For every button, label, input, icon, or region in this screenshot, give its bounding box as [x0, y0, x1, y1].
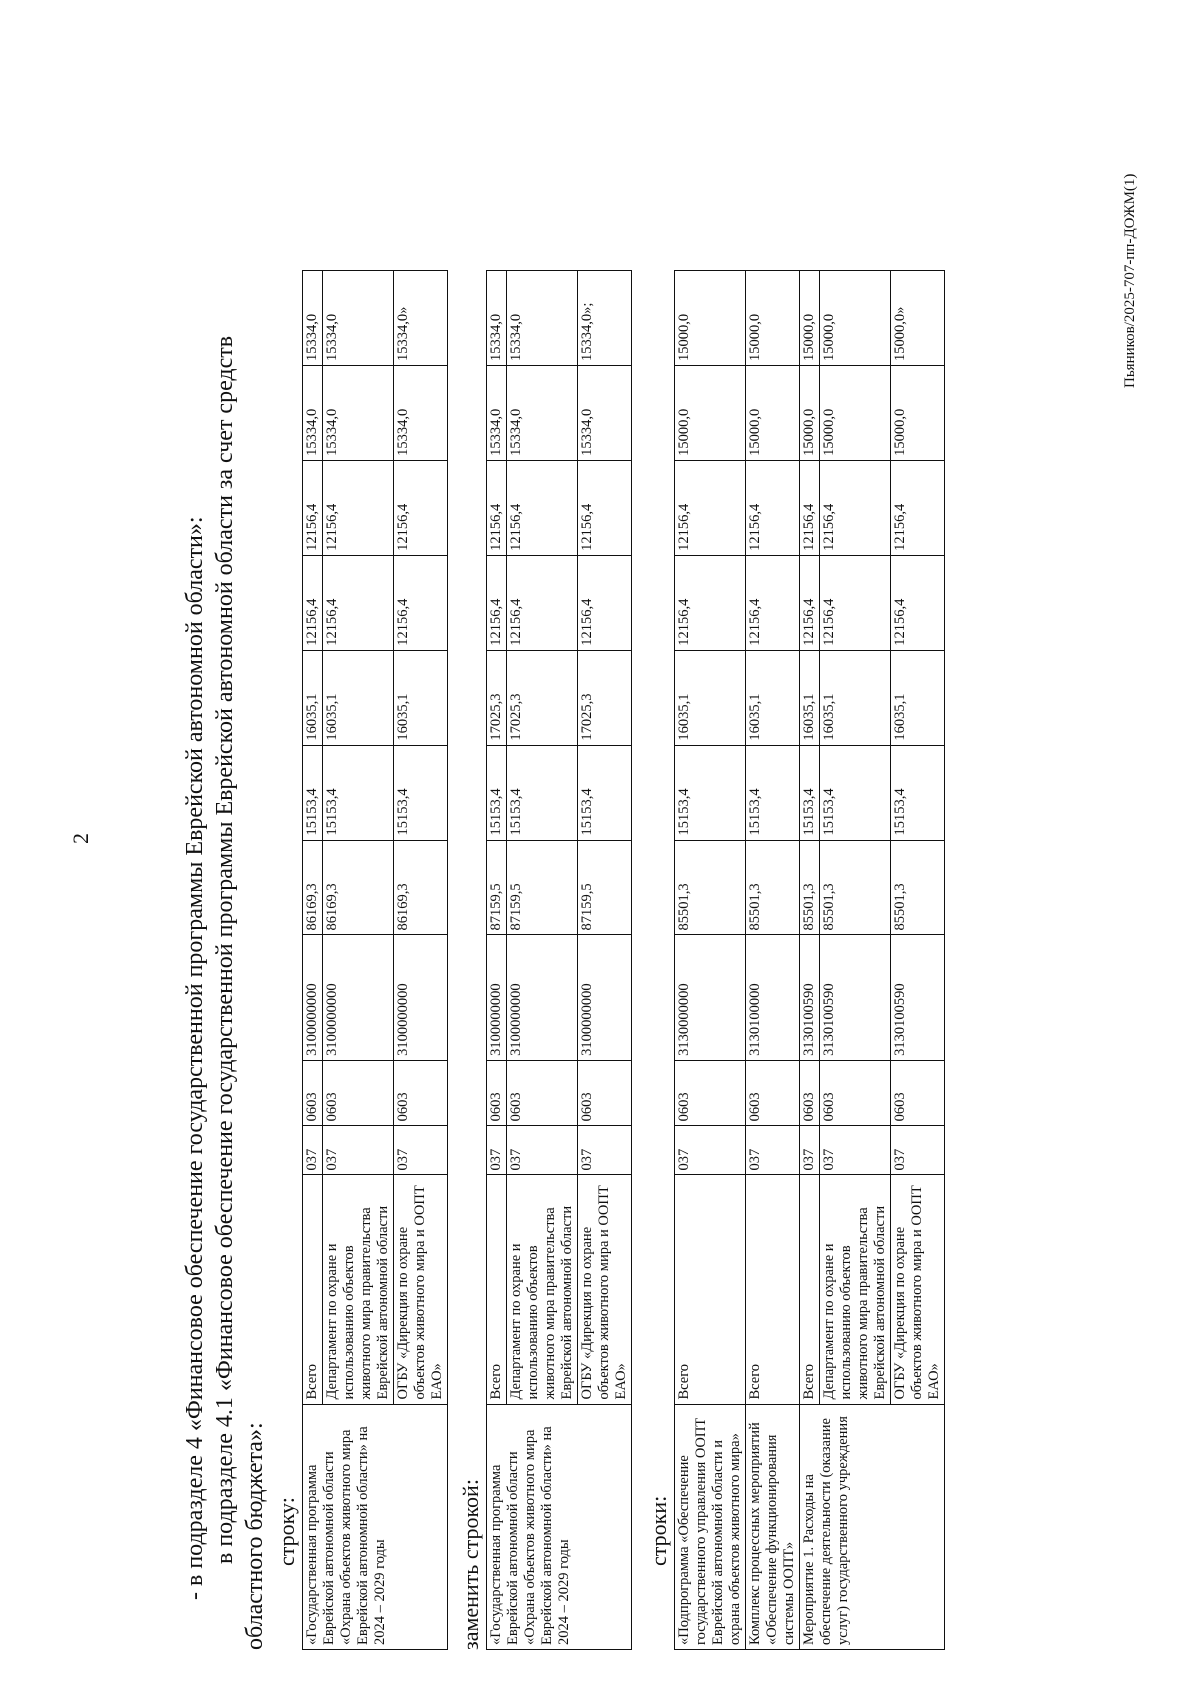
- table-cell: 15153,4: [303, 745, 323, 840]
- table-cell: 15000,0: [800, 366, 820, 461]
- table-cell: 15153,4: [507, 745, 578, 840]
- table-cell: 16035,1: [820, 650, 891, 745]
- table-cell: 037: [394, 1126, 448, 1175]
- table-cell: 15153,4: [820, 745, 891, 840]
- table-cell: 17025,3: [507, 650, 578, 745]
- table-cell: 15334,0: [394, 366, 448, 461]
- table-cell: 0603: [820, 1060, 891, 1125]
- table-cell: 15153,4: [487, 745, 507, 840]
- table-cell: 3130100000: [746, 935, 800, 1060]
- table-cell: 037: [323, 1126, 394, 1175]
- table-cell: 12156,4: [303, 555, 323, 650]
- table-cell: 037: [487, 1126, 507, 1175]
- rotated-page-content: [180, 100, 1100, 1650]
- table-cell: 037: [578, 1126, 632, 1175]
- page-number: 2: [68, 833, 93, 844]
- table-cell: 3100000000: [303, 935, 323, 1060]
- table-cell: 12156,4: [800, 460, 820, 555]
- table-cell: 12156,4: [578, 555, 632, 650]
- table-cell: 3100000000: [323, 935, 394, 1060]
- table-rows: [674, 270, 945, 1650]
- table-cell: 0603: [323, 1060, 394, 1125]
- table-cell: Всего: [303, 1175, 323, 1404]
- table-cell: 16035,1: [746, 650, 800, 745]
- table-cell: 15334,0: [323, 271, 394, 366]
- table-cell: 12156,4: [820, 460, 891, 555]
- table-cell: 037: [891, 1126, 945, 1175]
- table-cell: 86169,3: [394, 840, 448, 935]
- table-cell: Всего: [675, 1175, 746, 1404]
- table-cell: Комплекс процессных мероприятий «Обеспечение функционирования системы ООПТ»: [746, 1404, 800, 1649]
- table-cell: 3130100590: [820, 935, 891, 1060]
- table-cell: 0603: [675, 1060, 746, 1125]
- table-cell: 87159,5: [487, 840, 507, 935]
- table-cell: Мероприятие 1. Расходы на обеспечение деятельности (оказание услуг) государственного учреждения: [800, 1404, 945, 1649]
- table-cell: «Государственная программа Еврейской автономной области «Охрана объектов животного мира Еврейской автономной области» на 2024 – 2029 годы: [303, 1404, 448, 1649]
- table-cell: 12156,4: [394, 555, 448, 650]
- table-row: [303, 271, 323, 1650]
- table-cell: 0603: [746, 1060, 800, 1125]
- table-cell: 037: [507, 1126, 578, 1175]
- intro-line-3: областного бюджета»:: [242, 1422, 268, 1650]
- table-cell: 15334,0: [303, 271, 323, 366]
- table-cell: 037: [303, 1126, 323, 1175]
- table-cell: 12156,4: [746, 555, 800, 650]
- table-cell: 12156,4: [394, 460, 448, 555]
- table-cell: Департамент по охране и использованию объектов животного мира правительства Еврейской автономной области: [820, 1175, 891, 1404]
- table-cell: 86169,3: [323, 840, 394, 935]
- table-cell: 15334,0»;: [578, 271, 632, 366]
- table-cell: 12156,4: [800, 555, 820, 650]
- table-cell: 12156,4: [820, 555, 891, 650]
- table-cell: 15334,0: [487, 271, 507, 366]
- table-cell: 037: [746, 1126, 800, 1175]
- table-cell: 16035,1: [800, 650, 820, 745]
- table-cell: 15334,0: [507, 271, 578, 366]
- table-cell: 15000,0: [891, 366, 945, 461]
- table-cell: 16035,1: [323, 650, 394, 745]
- table-cell: 15153,4: [578, 745, 632, 840]
- table-cell: 15334,0: [578, 366, 632, 461]
- table-cell: 15153,4: [800, 745, 820, 840]
- table-cell: 037: [820, 1126, 891, 1175]
- table-cell: 85501,3: [800, 840, 820, 935]
- table-cell: 15334,0»: [394, 271, 448, 366]
- table-cell: 16035,1: [303, 650, 323, 745]
- table-row: [487, 271, 507, 1650]
- table-cell: 0603: [303, 1060, 323, 1125]
- table-cell: 12156,4: [487, 460, 507, 555]
- table-cell: 86169,3: [303, 840, 323, 935]
- intro-text: [180, 100, 270, 1650]
- table-row: [746, 271, 800, 1650]
- table-cell: 3130100590: [800, 935, 820, 1060]
- document-footer-code: Пьяников/2025-707-пп-ДОЖМ(1): [1122, 173, 1138, 388]
- table-cell: 87159,5: [507, 840, 578, 935]
- table-cell: Всего: [800, 1175, 820, 1404]
- table-cell: 15000,0: [820, 271, 891, 366]
- table-cell: 15000,0»: [891, 271, 945, 366]
- table-cell: 12156,4: [891, 555, 945, 650]
- table-cell: 12156,4: [891, 460, 945, 555]
- table-cell: 12156,4: [507, 555, 578, 650]
- table-cell: 12156,4: [487, 555, 507, 650]
- table-cell: 85501,3: [820, 840, 891, 935]
- table-cell: 15153,4: [746, 745, 800, 840]
- table-cell: Департамент по охране и использованию объектов животного мира правительства Еврейской автономной области: [507, 1175, 578, 1404]
- table-cell: ОГБУ «Дирекция по охране объектов животного мира и ООПТ ЕАО»: [578, 1175, 632, 1404]
- table-cell: 037: [675, 1126, 746, 1175]
- table-cell: 16035,1: [394, 650, 448, 745]
- table-cell: 3130100590: [891, 935, 945, 1060]
- table-cell: 15153,4: [394, 745, 448, 840]
- table-cell: 15153,4: [675, 745, 746, 840]
- table-cell: 17025,3: [487, 650, 507, 745]
- table-cell: 15000,0: [746, 366, 800, 461]
- table-cell: 12156,4: [675, 555, 746, 650]
- label-replace: заменить строкой:: [458, 1479, 483, 1650]
- table-cell: 15334,0: [303, 366, 323, 461]
- table-cell: 15334,0: [323, 366, 394, 461]
- table-cell: Департамент по охране и использованию объектов животного мира правительства Еврейской автономной области: [323, 1175, 394, 1404]
- table-cell: «Подпрограмма «Обеспечение государственного управления ООПТ Еврейской автономной области и охрана объектов животного мира»: [675, 1404, 746, 1649]
- table-cell: 15153,4: [323, 745, 394, 840]
- table-cell: 0603: [487, 1060, 507, 1125]
- table-cell: 87159,5: [578, 840, 632, 935]
- table-current-row: [302, 270, 448, 1650]
- table-row: [800, 271, 820, 1650]
- table-cell: 3100000000: [487, 935, 507, 1060]
- table-cell: 0603: [507, 1060, 578, 1125]
- table-cell: 15153,4: [891, 745, 945, 840]
- table-cell: 15000,0: [800, 271, 820, 366]
- table-cell: 12156,4: [303, 460, 323, 555]
- table-cell: 12156,4: [675, 460, 746, 555]
- table-cell: 15334,0: [487, 366, 507, 461]
- table-cell: 85501,3: [891, 840, 945, 935]
- table-cell: ОГБУ «Дирекция по охране объектов животного мира и ООПТ ЕАО»: [394, 1175, 448, 1404]
- table-cell: 17025,3: [578, 650, 632, 745]
- table-cell: 0603: [891, 1060, 945, 1125]
- table-cell: 85501,3: [675, 840, 746, 935]
- table-cell: 12156,4: [746, 460, 800, 555]
- table-cell: 0603: [578, 1060, 632, 1125]
- intro-line-2: в подразделе 4.1 «Финансовое обеспечение государственной программы Еврейской автономной области за счет средств: [212, 335, 238, 1564]
- table-cell: 16035,1: [891, 650, 945, 745]
- table-cell: 15000,0: [675, 366, 746, 461]
- table-cell: 3100000000: [578, 935, 632, 1060]
- table-cell: 15000,0: [820, 366, 891, 461]
- table-cell: 0603: [800, 1060, 820, 1125]
- table-cell: ОГБУ «Дирекция по охране объектов животного мира и ООПТ ЕАО»: [891, 1175, 945, 1404]
- table-cell: 85501,3: [746, 840, 800, 935]
- table-cell: Всего: [487, 1175, 507, 1404]
- table-cell: 12156,4: [507, 460, 578, 555]
- table-cell: 3100000000: [394, 935, 448, 1060]
- table-cell: 12156,4: [323, 555, 394, 650]
- table-cell: 16035,1: [675, 650, 746, 745]
- table-cell: 15334,0: [507, 366, 578, 461]
- table-cell: 12156,4: [323, 460, 394, 555]
- table-cell: 037: [800, 1126, 820, 1175]
- table-cell: 0603: [394, 1060, 448, 1125]
- table-cell: 3100000000: [507, 935, 578, 1060]
- label-row: строку:: [274, 1497, 299, 1566]
- intro-line-1: - в подразделе 4 «Финансовое обеспечение государственной программы Еврейской автономной области»:: [182, 516, 208, 1600]
- label-rows: строки:: [646, 1495, 671, 1566]
- table-cell: 15000,0: [746, 271, 800, 366]
- table-cell: 3130000000: [675, 935, 746, 1060]
- table-row: [675, 271, 746, 1650]
- table-cell: 12156,4: [578, 460, 632, 555]
- table-cell: 15000,0: [675, 271, 746, 366]
- table-cell: Всего: [746, 1175, 800, 1404]
- table-replacement-row: [486, 270, 632, 1650]
- table-cell: «Государственная программа Еврейской автономной области «Охрана объектов животного мира Еврейской автономной области» на 2024 – 2029 годы: [487, 1404, 632, 1649]
